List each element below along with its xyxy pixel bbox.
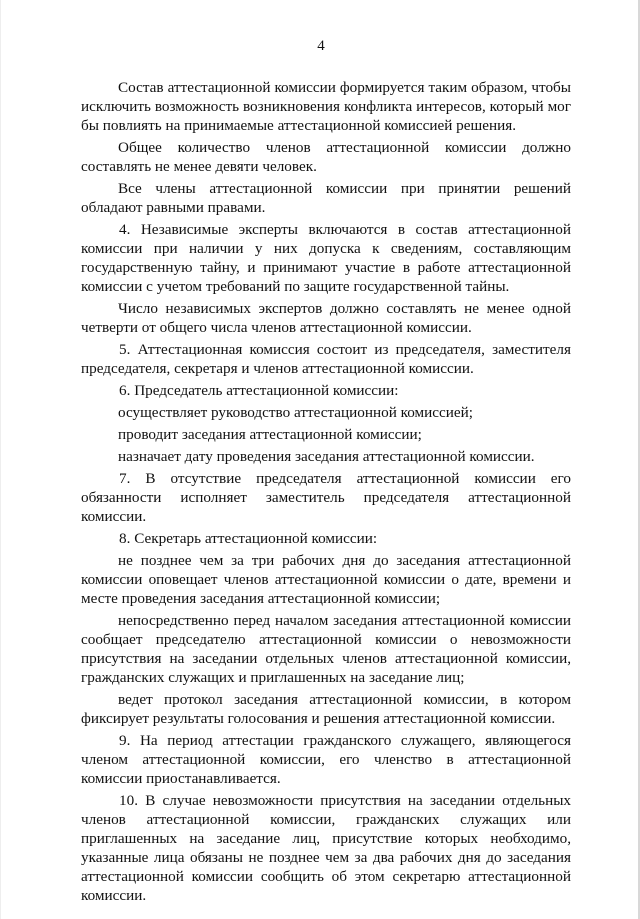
paragraph-item-10: 10. В случае невозможности присутствия на заседании отдельных членов аттестационной комиссии, гражданских служащих или приглашенных на заседание лиц, присутствие которых необходимо, указанные лица обязаны не позднее чем за два рабочих дня до заседания аттестационной комиссии сообщить об этом секретарю аттестационной комиссии. bbox=[81, 792, 571, 904]
paragraph-item-4: 4. Независимые эксперты включаются в состав аттестационной комиссии при наличии у них допуска к сведениям, составляющим государственную тайну, и принимают участие в работе аттестационной комиссии с учетом требований по защите государственной тайны. bbox=[81, 221, 571, 295]
document-body bbox=[81, 78, 571, 908]
paragraph: непосредственно перед началом заседания аттестационной комиссии сообщает председателю аттестационной комиссии о невозможности присутствия на заседании отдельных членов аттестационной комиссии, гражданских служащих и приглашенных на заседание лиц; bbox=[81, 612, 571, 686]
paragraph: не позднее чем за три рабочих дня до заседания аттестационной комиссии оповещает членов аттестационной комиссии о дате, времени и месте проведения заседания аттестационной комиссии; bbox=[81, 552, 571, 607]
paragraph-item-5: 5. Аттестационная комиссия состоит из председателя, заместителя председателя, секретаря и членов аттестационной комиссии. bbox=[81, 341, 571, 377]
paragraph-item-8: 8. Секретарь аттестационной комиссии: bbox=[119, 530, 378, 547]
paragraph-item-6: 6. Председатель аттестационной комиссии: bbox=[119, 382, 399, 399]
paragraph: Общее количество членов аттестационной комиссии должно составлять не менее девяти человек. bbox=[81, 139, 571, 175]
page-number: 4 bbox=[317, 38, 325, 54]
paragraph: назначает дату проведения заседания аттестационной комиссии. bbox=[118, 448, 535, 465]
paragraph: проводит заседания аттестационной комиссии; bbox=[118, 426, 422, 443]
paragraph: ведет протокол заседания аттестационной комиссии, в котором фиксирует результаты голосования и решения аттестационной комиссии. bbox=[81, 691, 571, 727]
paragraph: Все члены аттестационной комиссии при принятии решений обладают равными правами. bbox=[81, 180, 571, 216]
paragraph: Состав аттестационной комиссии формируется таким образом, чтобы исключить возможность возникновения конфликта интересов, который мог бы повлиять на принимаемые аттестационной комиссией решения. bbox=[81, 79, 571, 134]
paragraph: осуществляет руководство аттестационной комиссией; bbox=[118, 404, 473, 421]
paragraph-item-7: 7. В отсутствие председателя аттестационной комиссии его обязанности исполняет заместитель председателя аттестационной комиссии. bbox=[81, 470, 571, 525]
paragraph: Число независимых экспертов должно составлять не менее одной четверти от общего числа членов аттестационной комиссии. bbox=[81, 300, 571, 336]
paragraph-item-9: 9. На период аттестации гражданского служащего, являющегося членом аттестационной комиссии, его членство в аттестационной комиссии приостанавливается. bbox=[81, 732, 571, 787]
